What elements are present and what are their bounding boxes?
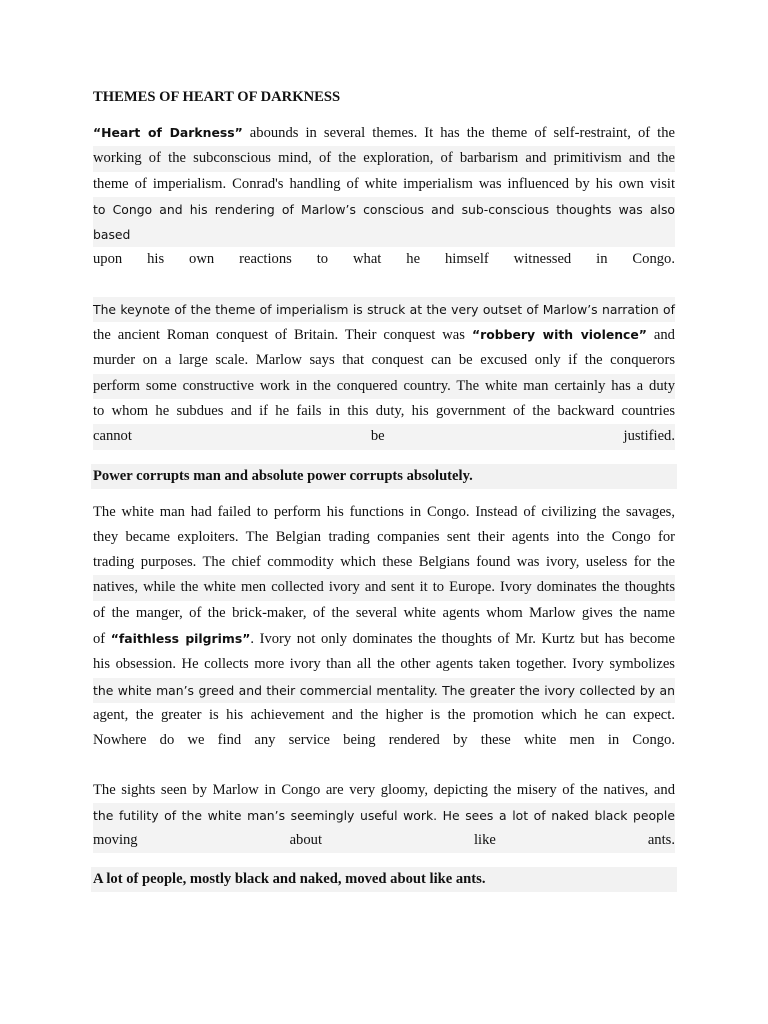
text-line: theme of imperialism. Conrad's handling of white imperialism was influenced by his own visit [93,175,675,192]
paragraph-intro [93,120,675,273]
text-line: murder on a large scale. Marlow says that conquest can be excused only if the conquerors [93,352,675,369]
text-span: and [646,327,675,344]
section-heading-power: Power corrupts man and absolute power corrupts absolutely. [91,464,677,489]
text-line: upon his own reactions to what he himself witnessed in Congo. [93,251,675,268]
text-line: to whom he subdues and if he fails in this duty, his government of the backward countries [93,402,675,419]
text-line [93,120,675,146]
document-page [93,86,675,892]
text-line: the white man’s greed and their commercial mentality. The greater the ivory collected by an [93,678,675,703]
text-line: to Congo and his rendering of Marlow’s conscious and sub-conscious thoughts was also based [93,197,675,248]
text-line: cannot be justified. [93,424,675,449]
quote-faithless: “faithless pilgrims” [110,631,251,647]
text-span: abounds in several themes. It has the theme of self-restraint, of the [242,125,675,141]
text-line: trading purposes. The chief commodity which these Belgians found was ivory, useless for the [93,554,675,571]
text-line: The sights seen by Marlow in Congo are very gloomy, depicting the misery of the natives, and [93,781,675,798]
page-title: THEMES OF HEART OF DARKNESS [93,89,341,105]
text-line: The white man had failed to perform his functions in Congo. Instead of civilizing the savages, [93,503,675,520]
quote-robbery: “robbery with violence” [471,327,647,343]
text-span: of [93,631,111,648]
text-line: working of the subconscious mind, of the exploration, of barbarism and primitivism and the [93,146,675,171]
text-line: his obsession. He collects more ivory than all the other agents taken together. Ivory symbolizes [93,656,675,673]
text-span: . Ivory not only dominates the thoughts of Mr. Kurtz but has become [250,631,676,648]
paragraph-sights [93,778,675,854]
paragraph-congo [93,500,675,754]
text-line [93,322,675,348]
section-heading-ants: A lot of people, mostly black and naked, moved about like ants. [91,867,677,892]
paragraph-imperialism [93,297,675,450]
text-line: Nowhere do we find any service being rendered by these white men in Congo. [93,732,675,749]
text-line: of the manger, of the brick-maker, of the several white agents whom Marlow gives the name [93,604,675,621]
text-line: they became exploiters. The Belgian trading companies sent their agents into the Congo for [93,528,675,545]
text-line: moving about like ants. [93,828,675,853]
quoted-title: “Heart of Darkness” [93,125,243,140]
text-line: natives, while the white men collected ivory and sent it to Europe. Ivory dominates the thoughts [93,575,675,600]
text-line: agent, the greater is his achievement and the higher is the promotion which he can expect. [93,706,675,723]
text-line: The keynote of the theme of imperialism is struck at the very outset of Marlow’s narration of [93,297,675,322]
text-span: the ancient Roman conquest of Britain. Their conquest was [93,327,472,344]
text-line: the futility of the white man’s seemingly useful work. He sees a lot of naked black people [93,803,675,828]
text-line: perform some constructive work in the conquered country. The white man certainly has a duty [93,374,675,399]
text-line [93,626,675,652]
